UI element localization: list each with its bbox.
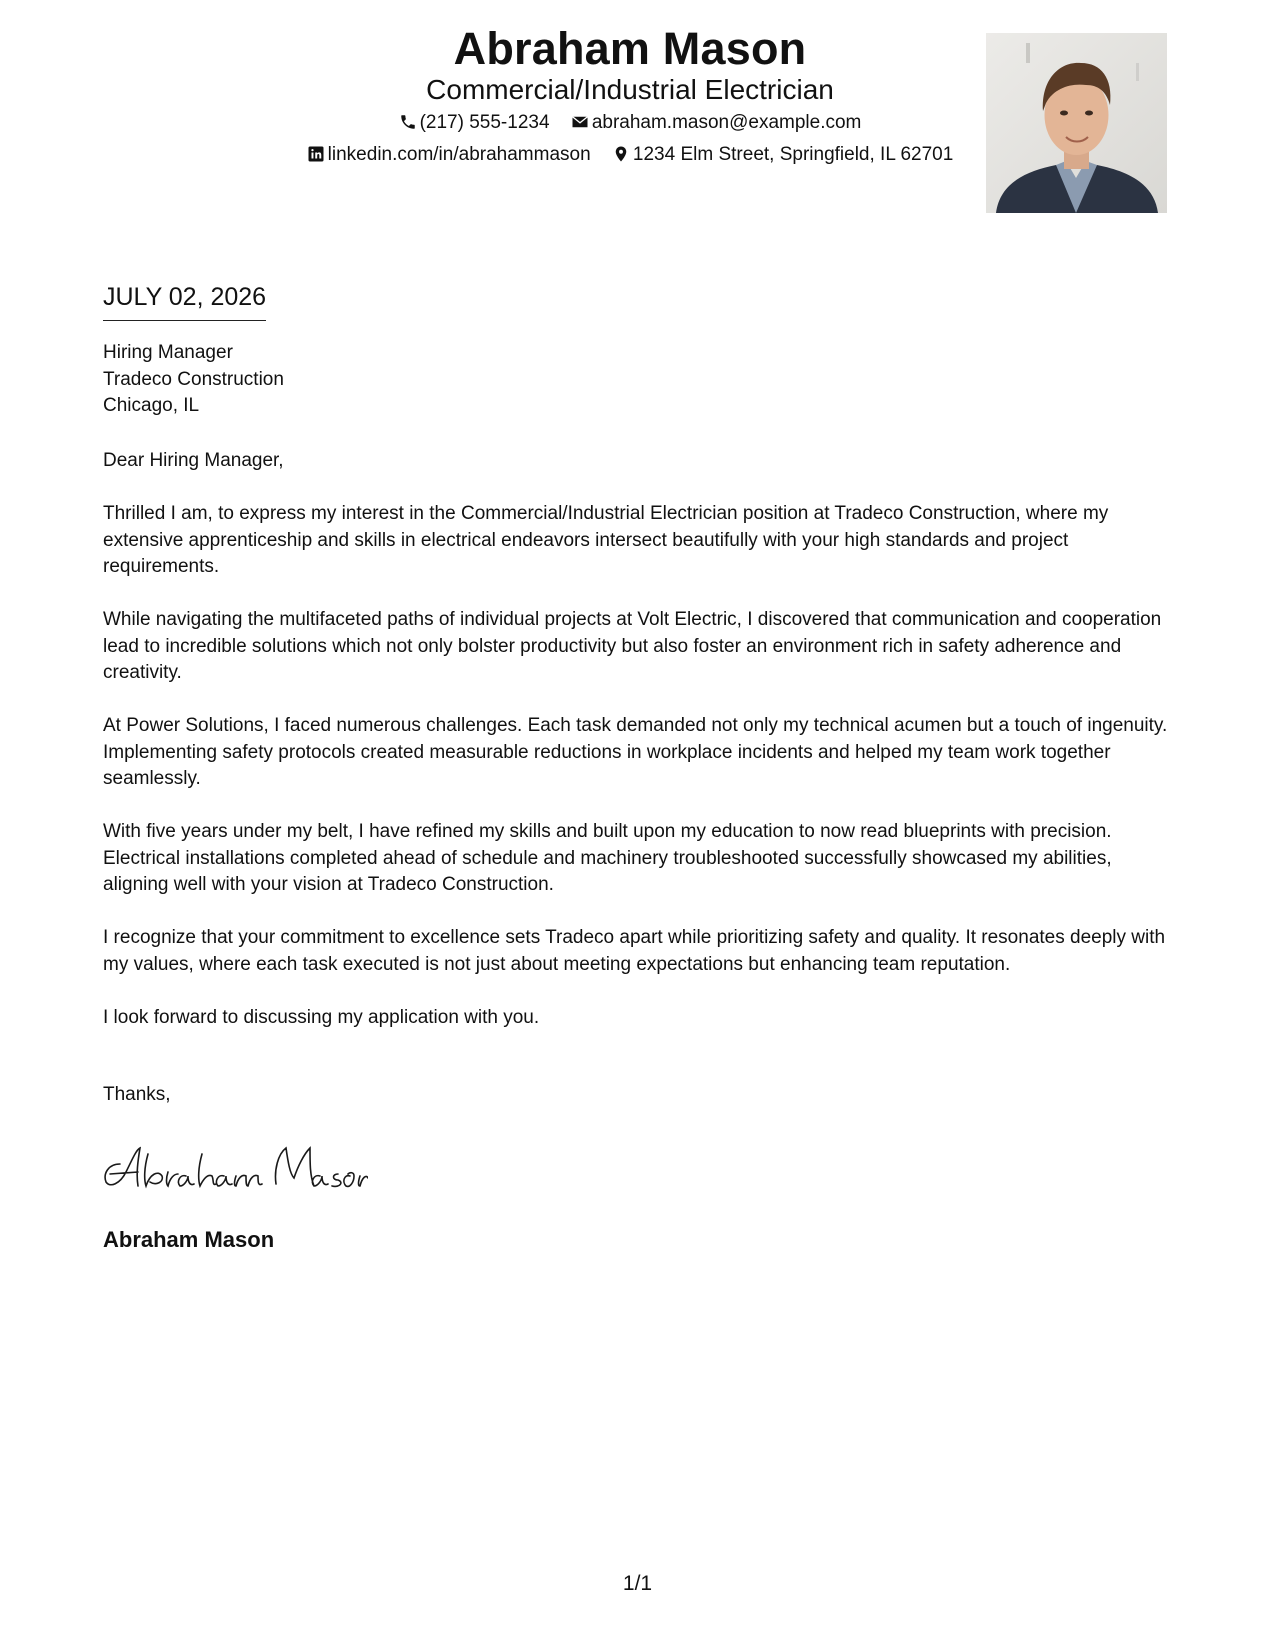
recipient-block [103, 340, 284, 420]
envelope-icon [571, 113, 589, 131]
recipient-company: Tradeco Construction [103, 368, 284, 390]
linkedin-url: linkedin.com/in/abrahammason [327, 144, 591, 165]
contact-linkedin[interactable] [307, 142, 591, 168]
signed-name: Abraham Mason [103, 1227, 275, 1252]
body-paragraph: I recognize that your commitment to excellence sets Tradeco apart while prioritizing safety and quality. It resonates deeply with my values, where each task executed is not just about meeting expectations but enhancing team reputation. [103, 927, 1166, 975]
handwritten-signature [98, 1134, 368, 1194]
recipient-location: Chicago, IL [103, 395, 200, 416]
profile-photo [986, 33, 1167, 213]
recipient-title: Hiring Manager [103, 342, 233, 363]
contact-phone[interactable] [399, 110, 550, 136]
email-address: abraham.mason@example.com [591, 112, 862, 133]
body-paragraph: Thrilled I am, to express my interest in the Commercial/Industrial Electrician position at Tradeco Construction, where my extensive apprenticeship and skills in electrical endeavors intersect beautifully with your high standards and project requirements. [103, 503, 1109, 577]
page-number: 1/1 [622, 1572, 653, 1595]
contact-address [612, 142, 953, 168]
body-paragraph: With five years under my belt, I have refined my skills and built upon my education to now read blueprints with precision. Electrical installations completed ahead of schedule and machinery troubleshooted successfully showcased my abilities, aligning well with your vision at Tradeco Construction. [103, 821, 1112, 895]
letter-date: JULY 02, 2026 [103, 281, 266, 321]
body-paragraph: At Power Solutions, I faced numerous challenges. Each task demanded not only my technical acumen but a touch of ingenuity. Implementing safety protocols created measurable reductions in workplace incidents and helped my team work together seamlessly. [103, 715, 1168, 789]
phone-icon [399, 113, 417, 131]
body-paragraph: While navigating the multifaceted paths of individual projects at Volt Electric, I discovered that communication and cooperation lead to incredible solutions which not only bolster productivity but also foster an environment rich in safety adherence and creativity. [103, 609, 1162, 683]
letter-body [103, 448, 1173, 1058]
applicant-name: Abraham Mason [453, 23, 807, 74]
phone-number: (217) 555-1234 [419, 112, 550, 133]
body-paragraph: I look forward to discussing my application with you. [103, 1006, 540, 1028]
contact-email[interactable] [571, 110, 862, 136]
street-address: 1234 Elm Street, Springfield, IL 62701 [632, 144, 954, 165]
closing-line: Thanks, [103, 1084, 171, 1105]
linkedin-icon [307, 145, 325, 163]
map-pin-icon [612, 145, 630, 163]
salutation: Dear Hiring Manager, [103, 450, 284, 471]
job-title: Commercial/Industrial Electrician [426, 74, 834, 105]
